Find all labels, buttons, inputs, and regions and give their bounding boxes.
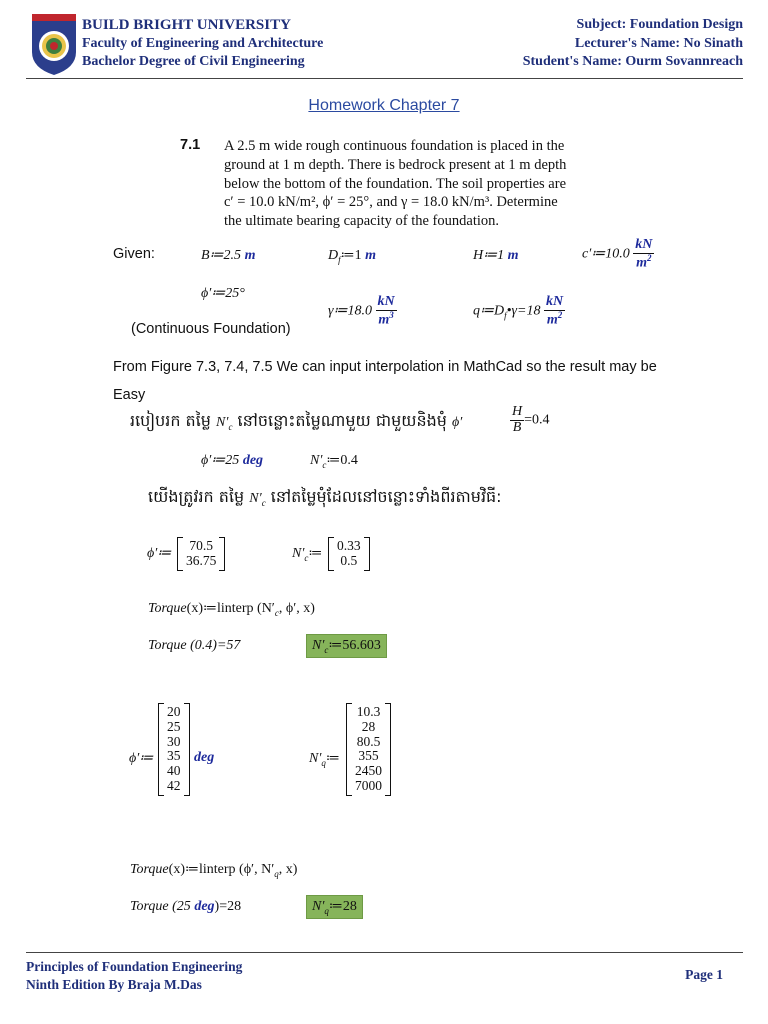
footer-edition: Ninth Edition By Braja M.Das [26,977,202,992]
set1-phi: ϕ′≔25 deg [201,453,264,468]
university-name: BUILD BRIGHT UNIVERSITY [82,17,291,33]
torque1-definition: Torque(x)≔linterp ($N'_c$, ϕ′, x) [148,601,315,618]
problem-statement [224,137,566,231]
matrix-nc-1 [328,537,370,571]
matrix2-nq-label: $N'_q≔$ [309,751,340,768]
matrix1-phi-label: ϕ′≔ [147,546,172,561]
faculty-name: Faculty of Engineering and Architecture [82,35,324,51]
ratio-H-over-B: $\frac{H}{B}$ =0.4 [512,404,550,435]
given-phi: ϕ′≔25° [201,286,245,301]
matrix-cell: 10.3 [356,704,381,719]
matrix-cell: 42 [167,777,181,793]
unit-deg: deg [242,453,264,468]
torque2-definition: Torque(x)≔linterp (ϕ′, $N'_q$, x) [130,862,298,879]
unit-kn-per-m2: $\frac{kN}{m^2}$ [546,294,564,328]
matrix-cell: 40 [167,763,181,779]
unit-deg: deg [194,899,215,914]
lecturer-name: Lecturer's Name: No Sinath [574,35,743,51]
intro-text-line: Easy [113,387,146,403]
unit-m: m [507,248,519,263]
given-H: H≔1 m [473,248,519,263]
matrix2-unit-deg: deg [194,750,215,765]
problem-number: 7.1 [180,137,201,153]
nq-result-highlight: $N'_q≔28$ [306,895,363,919]
unit-kn-per-m3: $\frac{kN}{m^3}$ [377,294,395,328]
matrix-cell: 36.75 [186,552,217,568]
khmer-instruction-2: យើងត្រូវរក តម្លៃ $N'_c$ នៅតម្លៃមុំដែលនៅចន្លោះទាំងពីរតាមវិធី: [148,487,502,508]
degree-name: Bachelor Degree of Civil Engineering [82,54,305,69]
given-label: Given: [113,246,155,262]
footer-divider [26,952,743,953]
unit-m: m [365,248,377,263]
unit-kn-per-m2: $\frac{kN}{m^2}$ [635,237,653,271]
torque1-eval: Torque (0.4)=57 [148,638,241,653]
header-divider [26,78,743,79]
matrix-cell: 20 [167,704,181,719]
matrix-nq-2 [346,703,391,796]
given-q: $q≔D_f•\gamma=18$ $\frac{kN}{m^2}$ [473,294,564,328]
matrix-cell: 2450 [355,763,382,779]
matrix-cell: 7000 [355,777,382,793]
problem-line: ground at 1 m depth. There is bedrock present at 1 m depth [224,156,567,173]
torque2-eval: Torque (25 deg)=28 [130,899,242,914]
matrix-cell: 80.5 [356,733,381,749]
university-logo [31,12,77,76]
matrix-cell: 35 [167,748,181,764]
matrix-cell: 25 [167,718,181,734]
page-title: Homework Chapter 7 [308,97,460,114]
given-Df: $D_f≔1$ m [328,248,377,265]
problem-line: A 2.5 m wide rough continuous foundation is placed in the [224,138,565,154]
matrix2-phi-label: ϕ′≔ [129,751,154,766]
nc-result-highlight: $N'_c≔56.603$ [306,634,387,658]
student-name: Student's Name: Ourm Sovannreach [522,54,743,69]
given-gamma: γ≔18.0 $\frac{kN}{m^3}$ [328,294,395,328]
matrix-cell: 70.5 [189,538,213,553]
subject: Subject: Foundation Design [576,17,743,32]
matrix-phi-2 [158,703,190,796]
problem-line: the ultimate bearing capacity of the foundation. [224,213,499,230]
problem-line: c′ = 10.0 kN/m², ϕ′ = 25°, and γ = 18.0 kN/m³. Determine [224,194,558,211]
problem-line: below the bottom of the foundation. The soil properties are [224,175,567,192]
matrix1-nc-label: $N'_c≔$ [292,546,323,563]
intro-text-line: From Figure 7.3, 7.4, 7.5 We can input interpolation in MathCad so the result may be [113,359,657,375]
set1-nc: $N'_c≔0.4$ [310,453,358,470]
matrix-cell: 30 [167,733,181,749]
matrix-phi-1 [177,537,225,571]
given-B: B≔2.5 m [201,248,256,263]
matrix-cell: 355 [358,748,379,764]
continuous-note: (Continuous Foundation) [131,321,291,337]
footer-book-title: Principles of Foundation Engineering [26,959,243,974]
matrix-cell: 28 [361,718,376,734]
unit-m: m [244,248,256,263]
khmer-instruction-1: របៀបរក តម្លៃ $N'_c$ នៅចន្លោះតម្លៃណាមួយ ជាមួយនិងមុំ ϕ′ [130,411,463,432]
given-c: c′≔10.0 $\frac{kN}{m^2}$ [582,237,653,271]
page-number: Page 1 [685,967,723,982]
matrix-cell: 0.5 [340,552,358,568]
matrix-cell: 0.33 [337,538,361,553]
